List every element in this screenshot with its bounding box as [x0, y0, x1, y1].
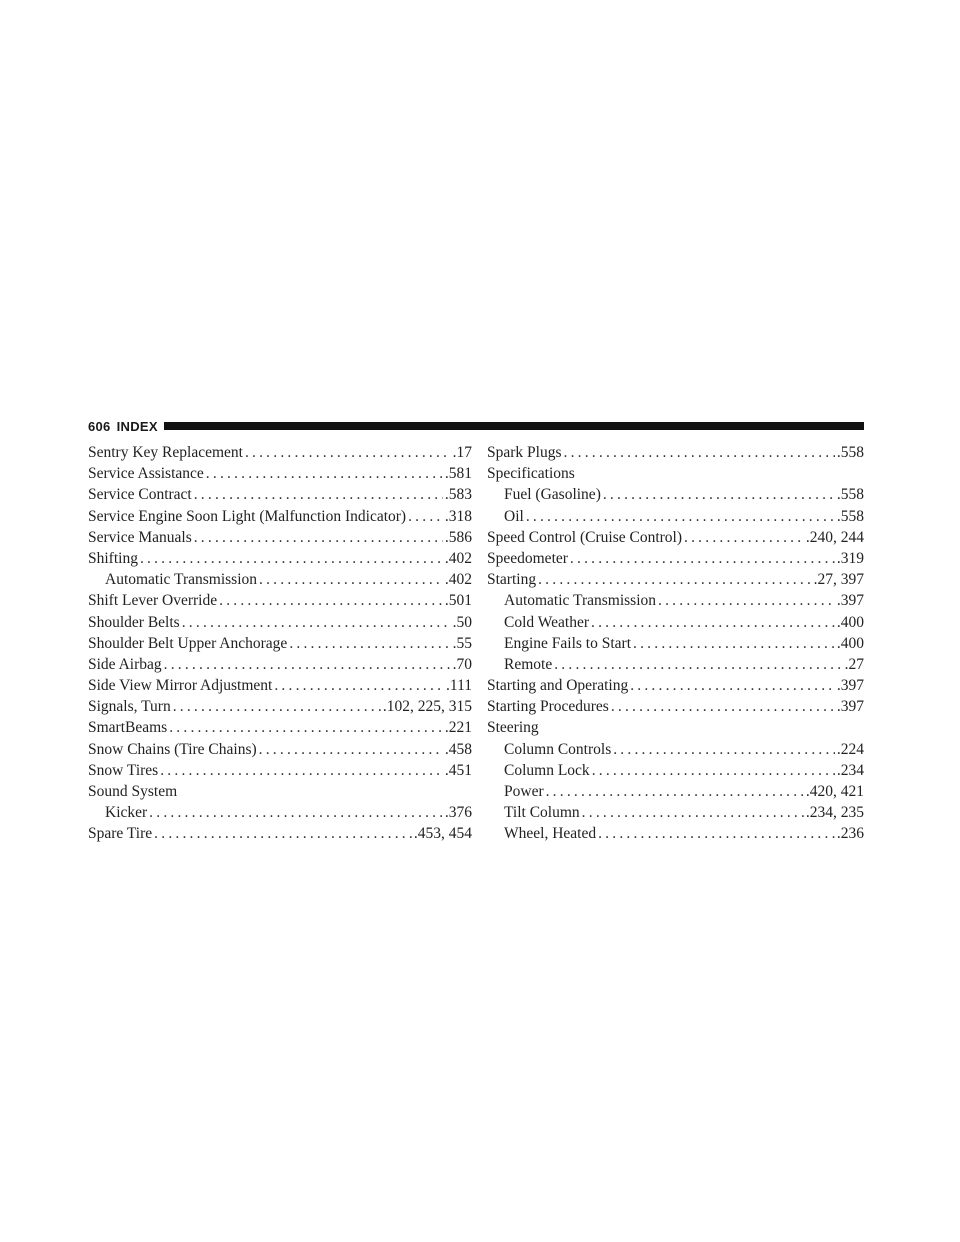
dot-leader [274, 675, 444, 696]
index-term: Starting [487, 571, 537, 589]
index-entry [88, 506, 472, 527]
dot-leader [526, 506, 835, 527]
index-subentry [487, 739, 864, 760]
index-term: Fuel (Gasoline) [504, 486, 601, 504]
index-page-ref: .397 [836, 592, 864, 610]
index-entry [88, 463, 472, 484]
index-page-ref: .224 [836, 740, 864, 758]
dot-leader [164, 654, 451, 675]
index-term: Starting Procedures [487, 698, 609, 716]
dot-leader [630, 675, 835, 696]
index-entry [88, 760, 472, 781]
index-page-ref: .55 [452, 634, 472, 652]
index-term: Cold Weather [504, 613, 589, 631]
dot-leader [611, 696, 835, 717]
index-page-ref: .558 [836, 444, 864, 461]
index-page-ref: .581 [444, 465, 472, 483]
index-entry [487, 548, 864, 569]
index-entry [88, 696, 472, 717]
index-page-ref: .102, 225, 315 [382, 698, 472, 716]
index-page-ref: .236 [836, 825, 864, 843]
dot-leader [245, 442, 451, 463]
index-term: Starting and Operating [487, 677, 629, 695]
dot-leader [219, 590, 443, 611]
dot-leader [592, 760, 835, 781]
index-entry [487, 675, 864, 696]
index-page-ref: .319 [836, 549, 864, 567]
dot-leader [684, 527, 804, 548]
index-term: Sentry Key Replacement [88, 444, 243, 461]
index-subentry [487, 760, 864, 781]
index-subentry [487, 590, 864, 611]
dot-leader [160, 760, 443, 781]
index-subentry [487, 781, 864, 802]
index-entry [487, 696, 864, 717]
index-page-ref: .402 [444, 571, 472, 589]
dot-leader [408, 506, 443, 527]
dot-leader [538, 569, 812, 590]
index-entry [88, 717, 472, 738]
dot-leader [154, 823, 412, 844]
index-term: Service Engine Soon Light (Malfunction Indicator) [88, 507, 407, 525]
dot-leader [603, 484, 835, 505]
index-subentry [487, 654, 864, 675]
index-column-right [487, 442, 864, 845]
index-entry [88, 633, 472, 654]
index-page-ref: .402 [444, 549, 472, 567]
index-page-ref: .50 [452, 613, 472, 631]
index-subentry [487, 484, 864, 505]
index-page-ref: .318 [444, 507, 472, 525]
index-term: Speedometer [487, 549, 568, 567]
index-term: Automatic Transmission [504, 592, 657, 610]
index-entry [88, 823, 472, 844]
header-rule [164, 422, 864, 430]
dot-leader [149, 802, 443, 823]
dot-leader [169, 717, 443, 738]
dot-leader [206, 463, 443, 484]
index-subentry [88, 569, 472, 590]
index-page-ref: .111 [446, 677, 472, 695]
index-term: Column Controls [504, 740, 612, 758]
index-subentry [487, 633, 864, 654]
dot-leader [194, 527, 443, 548]
index-page-ref: .558 [836, 486, 864, 504]
dot-leader [289, 633, 450, 654]
dot-leader [194, 484, 443, 505]
index-term: Service Contract [88, 486, 192, 504]
index-entry [88, 739, 472, 760]
index-term: Sound System [88, 783, 178, 800]
index-term: Shoulder Belts [88, 613, 180, 631]
index-entry [88, 781, 472, 802]
index-term: Service Manuals [88, 528, 192, 546]
index-entry [88, 442, 472, 463]
index-page-ref: .458 [444, 740, 472, 758]
index-page-ref: .234 [836, 761, 864, 779]
dot-leader [259, 569, 443, 590]
dot-leader [182, 612, 451, 633]
index-entry [88, 548, 472, 569]
index-page-ref: .221 [444, 719, 472, 737]
index-subentry [487, 612, 864, 633]
index-page-ref: .400 [836, 634, 864, 652]
index-page-ref: .397 [836, 698, 864, 716]
index-page-ref: .27 [844, 655, 864, 673]
index-page-ref: .70 [452, 655, 472, 673]
index-term: Column Lock [504, 761, 590, 779]
dot-leader [546, 781, 804, 802]
dot-leader [173, 696, 381, 717]
index-entry [88, 484, 472, 505]
index-page-ref: .27, 397 [813, 571, 864, 589]
index-page-ref: .501 [444, 592, 472, 610]
index-page-ref: .240, 244 [805, 528, 864, 546]
index-page-ref: .400 [836, 613, 864, 631]
index-page-ref: .558 [836, 507, 864, 525]
index-term: Snow Tires [88, 761, 159, 779]
dot-leader [598, 823, 835, 844]
index-term: Snow Chains (Tire Chains) [88, 740, 257, 758]
page-header [88, 416, 864, 436]
dot-leader [554, 654, 842, 675]
index-term: Engine Fails to Start [504, 634, 632, 652]
index-entry [487, 569, 864, 590]
index-page-ref: .376 [444, 804, 472, 822]
index-page-ref: .17 [452, 444, 472, 461]
dot-leader [633, 633, 835, 654]
index-subentry [487, 506, 864, 527]
index-page-ref: .583 [444, 486, 472, 504]
index-entry [487, 463, 864, 484]
index-entry [88, 654, 472, 675]
dot-leader [658, 590, 835, 611]
dot-leader [591, 612, 835, 633]
index-subentry [88, 802, 472, 823]
index-entry [88, 612, 472, 633]
index-term: Side View Mirror Adjustment [88, 677, 273, 695]
index-term: Remote [504, 655, 553, 673]
index-term: Shoulder Belt Upper Anchorage [88, 634, 288, 652]
page-number: 606 [88, 418, 111, 434]
dot-leader [140, 548, 443, 569]
index-subentry [487, 802, 864, 823]
index-term: Tilt Column [504, 804, 580, 822]
index-term: Signals, Turn [88, 698, 171, 716]
index-entry [88, 527, 472, 548]
index-term: Steering [487, 719, 539, 737]
section-title: INDEX [116, 418, 158, 434]
index-page-ref: .451 [444, 761, 472, 779]
index-term: Kicker [105, 804, 148, 822]
index-entry [487, 527, 864, 548]
index-entry [88, 675, 472, 696]
index-entry [88, 590, 472, 611]
dot-leader [259, 739, 443, 760]
index-term: Shift Lever Override [88, 592, 218, 610]
index-page-ref: .234, 235 [805, 804, 864, 822]
index-term: Automatic Transmission [105, 571, 258, 589]
index-term: SmartBeams [88, 719, 168, 737]
index-term: Power [504, 783, 544, 800]
index-term: Service Assistance [88, 465, 204, 483]
index-term: Oil [504, 507, 524, 525]
index-page-ref: .453, 454 [413, 825, 472, 843]
index-subentry [487, 823, 864, 844]
index-term: Specifications [487, 465, 575, 483]
dot-leader [570, 548, 835, 569]
index-term: Side Airbag [88, 655, 162, 673]
index-entry [487, 717, 864, 738]
index-term: Speed Control (Cruise Control) [487, 528, 683, 546]
index-page-ref: .420, 421 [805, 783, 864, 800]
dot-leader [564, 442, 835, 463]
index-term: Spare Tire [88, 825, 153, 843]
index-term: Spark Plugs [487, 444, 562, 461]
index-term: Wheel, Heated [504, 825, 597, 843]
dot-leader [582, 802, 804, 823]
index-page-ref: .586 [444, 528, 472, 546]
index-column-left [88, 442, 472, 845]
index-page-ref: .397 [836, 677, 864, 695]
dot-leader [613, 739, 835, 760]
index-entry [487, 442, 864, 463]
index-term: Shifting [88, 549, 138, 567]
